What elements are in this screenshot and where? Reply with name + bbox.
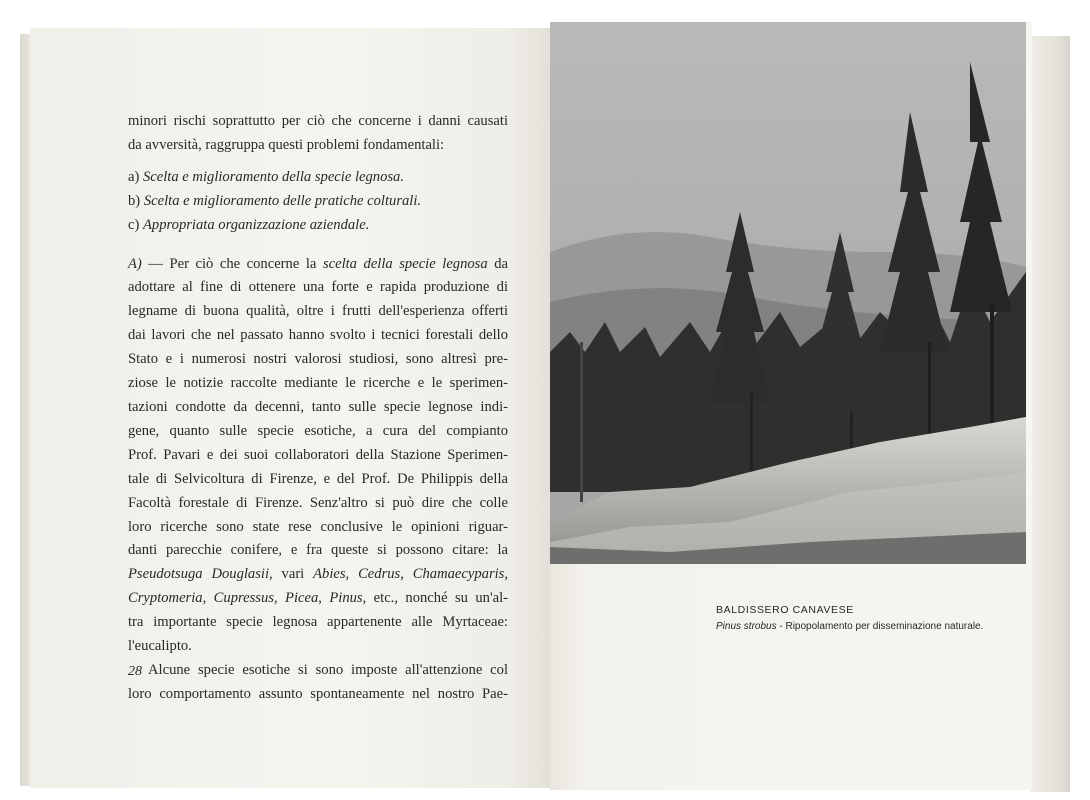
list-item-a: a) Scelta e miglioramento della specie legnosa. xyxy=(128,168,405,185)
text-line: Stato e i numerosi nostri valorosi studiosi, sono altresì pre- xyxy=(128,351,508,368)
caption-text: Pinus strobus - Ripopolamento per disseminazione naturale. xyxy=(716,621,984,632)
species-line: Pseudotsuga Douglasii, vari Abies, Cedrus, Chamaecyparis, xyxy=(128,566,509,583)
list-item-b: b) Scelta e miglioramento delle pratiche colturali. xyxy=(128,192,422,209)
text-line: tazioni condotte da decenni, tanto sulle specie legnose indi- xyxy=(128,398,508,415)
text-line: Facoltà forestale di Firenze. Senz'altro si può dire che colle xyxy=(128,494,508,511)
page-number: 28 xyxy=(128,664,142,679)
text-line: tale di Selvicoltura di Firenze, e del Prof. De Philippis della xyxy=(128,470,508,487)
text-line: minori rischi soprattutto per ciò che concerne i danni causati xyxy=(128,113,508,129)
text-line: loro comportamento assunto spontaneamente nel nostro Pae- xyxy=(128,685,508,702)
text-line: legname di buona qualità, oltre i frutti dell'esperienza offerti xyxy=(128,303,508,320)
text-line: tra importante specie legnosa appartenente alle Myrtaceae: xyxy=(128,614,508,631)
text-line: gene, quanto sulle specie esotiche, a cura del compianto xyxy=(128,422,508,439)
right-page-edge xyxy=(1030,36,1070,792)
species-line: Cryptomeria, Cupressus, Picea, Pinus, etc., nonché su un'al- xyxy=(128,590,508,607)
text-line: loro ricerche sono state rese conclusive le opinioni riguar- xyxy=(128,518,508,535)
photo-illustration xyxy=(550,22,1026,564)
text-line: dai lavori che nel passato hanno svolto i tecnici forestali dello xyxy=(128,327,508,344)
caption-title: BALDISSERO CANAVESE xyxy=(716,604,854,616)
text-line: adottare al fine di ottenere una forte e rapida produzione di xyxy=(128,279,508,296)
text-line: da avversità, raggruppa questi problemi fondamentali: xyxy=(128,136,445,153)
left-page xyxy=(30,28,552,788)
text-line: danti parecchie conifere, e fra queste si possono citare: la xyxy=(128,542,508,559)
forest-photograph xyxy=(550,22,1026,564)
body-text xyxy=(128,110,508,707)
right-page xyxy=(550,22,1032,790)
text-line: Alcune specie esotiche si sono imposte all'attenzione col xyxy=(148,661,508,678)
text-line: l'eucalipto. xyxy=(128,638,192,655)
text-line: Prof. Pavari e dei suoi collaboratori della Stazione Sperimen- xyxy=(128,446,508,463)
text-line: ziose le notizie raccolte mediante le ricerche e le sperimen- xyxy=(128,375,508,392)
list-item-c: c) Appropriata organizzazione aziendale. xyxy=(128,216,370,233)
paragraph-start: A) — Per ciò che concerne la scelta della specie legnosa da xyxy=(128,255,508,272)
